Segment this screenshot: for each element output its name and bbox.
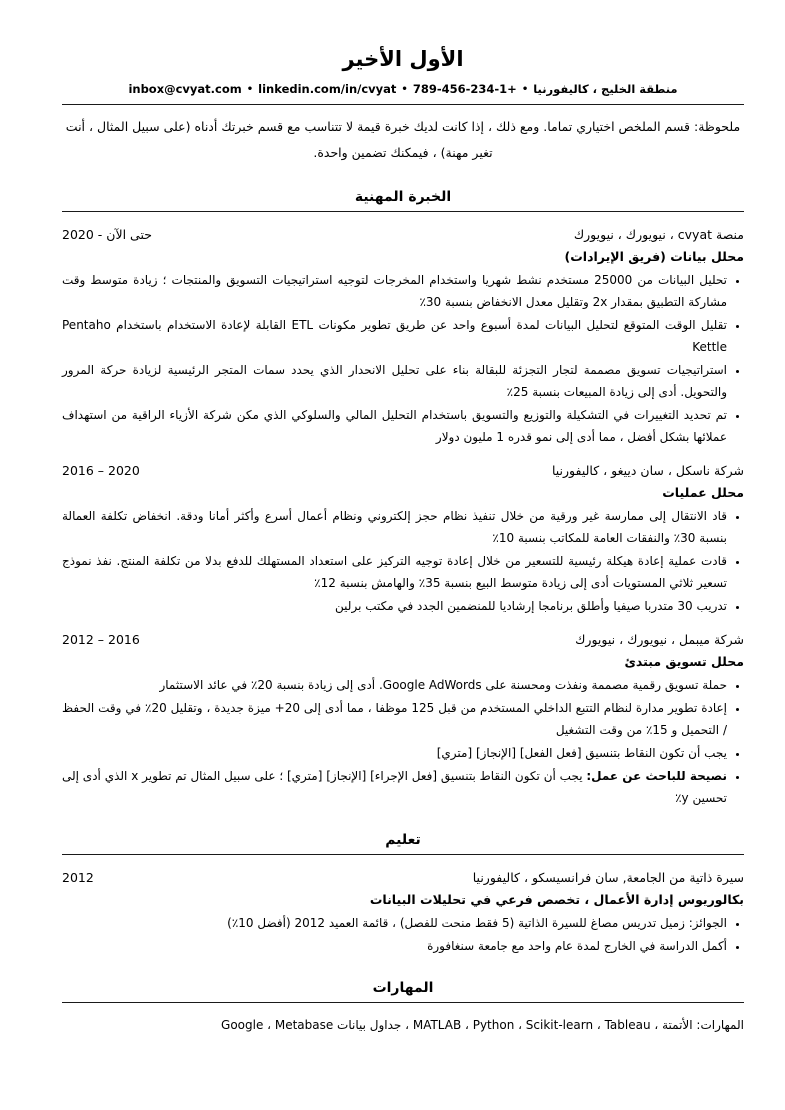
job-bullet-bold-prefix: نصيحة للباحث عن عمل: bbox=[586, 769, 727, 783]
education-entry bbox=[62, 868, 744, 957]
section-title-experience: الخبرة المهنية bbox=[354, 189, 452, 205]
summary-note: ملحوظة: قسم الملخص اختياري تماما. ومع ذلك ، إذا كانت لديك خبرة قيمة لا تتناسب مع قسم خبرتك أدناه (على سبيل المثال ، أنت تغير مهنة) ، فيمكنك تضمين واحدة. bbox=[65, 119, 741, 160]
job-bullet: • قادت عملية إعادة هيكلة رئيسية للتسعير من خلال إعادة توجيه التركيز على استعداد المستهلك للدفع بدلا من تكلفة المنتج. نفذ نموذج تسعير ثلاثي المستويات أدى إلى زيادة متوسط البيع بنسبة 35٪ والهامش بنسبة 12٪ bbox=[62, 550, 727, 594]
experience-divider bbox=[62, 211, 744, 212]
job-dates: 2020 - حتى الآن bbox=[62, 227, 152, 242]
contact-separator-icon: • bbox=[401, 84, 408, 95]
contact-separator-icon: • bbox=[246, 84, 254, 95]
education-bullet: • أكمل الدراسة في الخارج لمدة عام واحد مع جامعة سنغافورة bbox=[62, 935, 727, 957]
job-dates: 2012 – 2016 bbox=[62, 632, 140, 647]
job-bullet: • استراتيجيات تسويق مصممة لتجار التجزئة للبقالة بناء على تحليل الانحدار الذي يحدد سمات المتجر الرئيسية لزيادة حركة المرور والتحويل. أدى إلى زيادة المبيعات بنسبة 25٪ bbox=[62, 359, 727, 403]
job-dates: 2016 – 2020 bbox=[62, 463, 140, 478]
job-entry bbox=[62, 461, 744, 617]
job-bullet: • تقليل الوقت المتوقع لتحليل البيانات لمدة أسبوع واحد عن طريق تطوير مكونات ETL القابلة لإعادة الاستخدام باستخدام Pentaho Kettle bbox=[62, 314, 727, 358]
company-name: شركة ناسكل ، سان دييغو ، كاليفورنيا bbox=[551, 463, 744, 478]
job-bullet: • حملة تسويق رقمية مصممة ونفذت ومحسنة على Google AdWords. أدى إلى زيادة بنسبة 20٪ في عائد الاستثمار bbox=[62, 674, 727, 696]
job-bullet-text: يجب أن تكون النقاط بتنسيق [فعل الإجراء] [الإنجاز] [متري] ؛ على سبيل المثال تم تطوير x الذي أدى إلى تحسين y٪ bbox=[62, 769, 727, 805]
candidate-name: الأول الأخير bbox=[342, 47, 464, 71]
education-bullet-list bbox=[62, 912, 744, 957]
job-bullet-list bbox=[62, 505, 744, 617]
education-divider bbox=[62, 854, 744, 855]
degree-name: بكالوريوس إدارة الأعمال ، تخصص فرعي في تحليلات البيانات bbox=[369, 892, 744, 907]
job-bullet bbox=[62, 765, 727, 809]
job-entry bbox=[62, 630, 744, 809]
skills-divider bbox=[62, 1002, 744, 1003]
job-bullet: • تدريب 30 متدربا صيفيا وأطلق برنامجا إرشاديا للمنضمين الجدد في مكتب برلين bbox=[62, 595, 727, 617]
job-bullet-list bbox=[62, 674, 744, 809]
education-bullet: • الجوائز: زميل تدريس مصاغ للسيرة الذاتية (5 فقط منحت للفصل) ، قائمة العميد 2012 (أفضل 10٪) bbox=[62, 912, 727, 934]
school-name: سيرة ذاتية من الجامعة, سان فرانسيسكو ، كاليفورنيا bbox=[472, 870, 744, 885]
contact-line bbox=[62, 81, 744, 99]
section-title-education: تعليم bbox=[385, 832, 421, 848]
job-bullet: • قاد الانتقال إلى ممارسة غير ورقية من خلال تنفيذ نظام حجز إلكتروني ونظام أعمال أسرع وأكثر أمانا ودقة. انخفاض تكلفة العمالة بنسبة 30٪ والنفقات العامة للمكاتب بنسبة 10٪ bbox=[62, 505, 727, 549]
company-name: شركة ميبمل ، نيويورك ، نيويورك bbox=[575, 632, 744, 647]
job-bullet: • إعادة تطوير مدارة لنظام التتبع الداخلي المستخدم من قبل 125 موظفا ، مما أدى إلى 20+ ميزة جديدة ، وتقليل 20٪ في وقت الحفظ / التحميل و 15٪ من وقت التشغيل bbox=[62, 697, 727, 741]
skills-list: المهارات: الأتمتة ، MATLAB ، Python ، Scikit-learn ، Tableau ، جداول بيانات Google ، Metabase bbox=[221, 1018, 744, 1032]
company-name: منصة cvyat ، نيويورك ، نيويورك bbox=[573, 227, 744, 242]
job-entry bbox=[62, 225, 744, 448]
job-bullet-list bbox=[62, 269, 744, 448]
job-role: محلل تسويق مبتدئ bbox=[624, 654, 744, 669]
section-title-skills: المهارات bbox=[372, 980, 434, 996]
header-divider bbox=[62, 104, 744, 105]
contact-separator-icon: • bbox=[521, 84, 529, 95]
contact-location: منطقة الخليج ، كاليفورنيا bbox=[533, 82, 678, 96]
job-bullet: • يجب أن تكون النقاط بتنسيق [فعل الفعل] [الإنجاز] [متري] bbox=[62, 742, 727, 764]
job-bullet: • تم تحديد التغييرات في التشكيلة والتوزيع والتسويق باستخدام التحليل المالي والسلوكي الذي مكن شركة الأزياء الراقية من استهداف عملائها بشكل أفضل ، مما أدى إلى نمو قدره 1 مليون دولار bbox=[62, 404, 727, 448]
job-role: محلل بيانات (فريق الإيرادات) bbox=[564, 249, 744, 264]
contact-linkedin: linkedin.com/in/cvyat bbox=[258, 82, 397, 96]
job-bullet: • تحليل البيانات من 25000 مستخدم نشط شهريا واستخدام المخرجات لتوجيه استراتيجيات التسويق والمنتجات ؛ زيادة متوسط وقت مشاركة التطبيق بمقدار 2x وتقليل معدل الانخفاض بنسبة 30٪ bbox=[62, 269, 727, 313]
job-role: محلل عمليات bbox=[662, 485, 744, 500]
contact-email: inbox@cvyat.com bbox=[128, 82, 242, 96]
contact-phone: 789-456-234-1+ bbox=[412, 82, 517, 96]
education-dates: 2012 bbox=[62, 870, 94, 885]
